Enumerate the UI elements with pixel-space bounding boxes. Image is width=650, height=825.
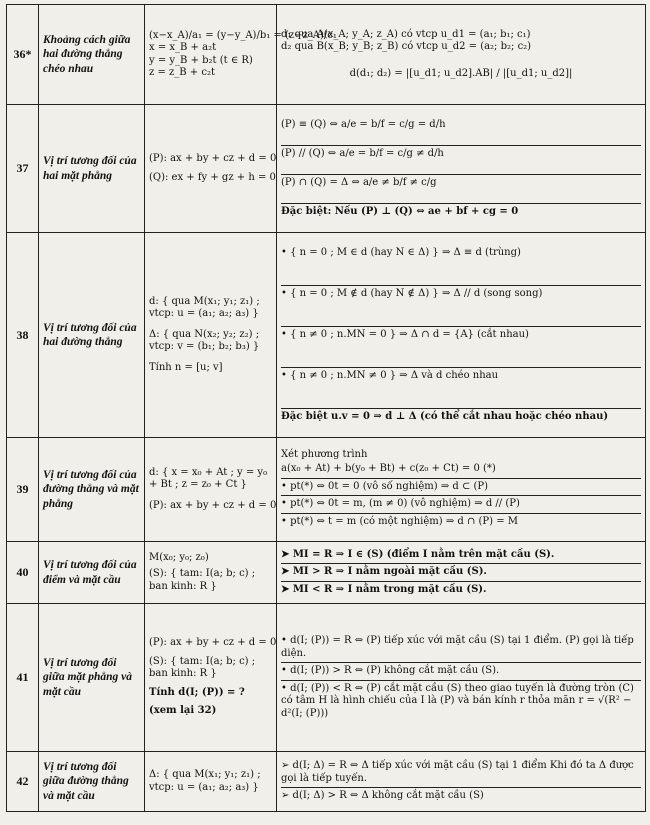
row-results [277,5,646,105]
row-formula [145,752,277,812]
result-line: • { n = 0 ; M ∉ d (hay N ∉ Δ) } ⇒ Δ // d (song song) [281,286,641,327]
result-line: • pt(*) ⇔ 0t = m, (m ≠ 0) (vô nghiệm) ⇒ d // (P) [281,496,641,514]
result-line: • d(I; (P)) = R ⇔ (P) tiếp xúc với mặt cầu (S) tại 1 điểm. (P) gọi là tiếp diện. [281,633,641,663]
formula-line: (xem lại 32) [149,705,217,717]
row-title: Vị trí tương đối giữa đường thẳng và mặt cầu [39,752,145,812]
result-line: ➢ d(I; Δ) > R ⇔ Δ không cắt mặt cầu (S) [281,790,484,802]
result-line: ➤ MI > R ⇒ I nằm ngoài mặt cầu (S). [281,564,641,582]
row-formula [145,604,277,752]
formula-line: (S): { tam: I(a; b; c) ; ban kinh: R } [149,568,256,592]
formula-line: (P): ax + by + cz + d = 0 [149,153,277,164]
result-line: ➤ MI < R ⇒ I nằm trong mặt cầu (S). [281,583,487,595]
row-title: Vị trí tương đối giữa mặt phẳng và mặt cầu [39,604,145,752]
row-number: 39 [7,438,39,542]
table-row [7,233,646,438]
row-title: Vị trí tương đối của hai mặt phẳng [39,105,145,233]
result-line: d(d₁; d₂) = |[u_d1; u_d2].AB| / |[u_d1; u_d2]| [349,67,573,79]
row-results [277,604,646,752]
table-row [7,438,646,542]
formula-line: (Q): ex + fy + gz + h = 0 [149,171,276,183]
result-line: (P) ∩ (Q) = Δ ⇔ a/e ≠ b/f ≠ c/g [281,175,641,204]
result-line: d₁ qua A(x_A; y_A; z_A) có vtcp u_d1 = (a₁; b₁; c₁) [281,28,531,40]
row-results [277,752,646,812]
result-line: (P) // (Q) ⇔ a/e = b/f = c/g ≠ d/h [281,146,641,175]
formula-line: y = y_B + b₂t (t ∈ R) [149,54,253,66]
row-formula [145,233,277,438]
formula-line: (x−x_A)/a₁ = (y−y_A)/b₁ = (z−z_A)/c₁ [149,29,337,41]
formula-line: M(x₀; y₀; z₀) [149,551,209,563]
result-line: ➢ d(I; Δ) = R ⇔ Δ tiếp xúc với mặt cầu (S) tại 1 điểm Khi đó ta Δ được gọi là tiếp tuyến. [281,758,641,788]
result-line: Xét phương trình [281,448,368,460]
result-line: (P) ≡ (Q) ⇔ a/e = b/f = c/g = d/h [281,117,641,146]
result-line: • pt(*) ⇔ t = m (có một nghiệm) ⇒ d ∩ (P) = M [281,515,519,527]
row-title: Khoảng cách giữa hai đường thẳng chéo nhau [39,5,145,105]
row-formula [145,542,277,604]
row-number: 42 [7,752,39,812]
formula-line: d: { x = x₀ + At ; y = y₀ + Bt ; z = z₀ + Ct } [149,466,268,491]
row-number: 37 [7,105,39,233]
formula-line: d: { qua M(x₁; y₁; z₁) ; vtcp: u = (a₁; a₂; a₃) } [149,295,260,320]
result-line: Đặc biệt u.v = 0 ⇒ d ⊥ Δ (có thể cắt nhau hoặc chéo nhau) [281,410,609,422]
row-formula [145,438,277,542]
result-line: • { n ≠ 0 ; n.MN ≠ 0 } ⇒ Δ và d chéo nhau [281,368,641,409]
formula-line: x = x_B + a₂t [149,42,217,53]
formula-line: (P): ax + by + cz + d = 0 [149,499,277,511]
result-line: • d(I; (P)) > R ⇔ (P) không cắt mặt cầu (S). [281,663,641,681]
result-line: • { n = 0 ; M ∈ d (hay N ∈ Δ) } ⇒ Δ ≡ d (trùng) [281,245,641,286]
row-results [277,438,646,542]
formula-line: Tính n = [u; v] [149,361,223,373]
formula-table [6,4,646,812]
row-number: 36* [7,5,39,105]
formula-line: Tính d(I; (P)) = ? [149,686,245,698]
table-row [7,604,646,752]
result-line: d₂ qua B(x_B; y_B; z_B) có vtcp u_d2 = (a₂; b₂; c₂) [281,41,532,53]
result-line: • d(I; (P)) < R ⇔ (P) cắt mặt cầu (S) theo giao tuyến là đường tròn (C) có tâm H là hình chiếu của I là (P) và bán kính r thỏa mãn r = √(R² − d²(I; (P))) [281,682,634,719]
row-results [277,542,646,604]
row-number: 41 [7,604,39,752]
result-line: Đặc biệt: Nếu (P) ⊥ (Q) ⇔ ae + bf + cg = 0 [281,205,519,217]
row-formula [145,105,277,233]
table-row [7,5,646,105]
table-row [7,542,646,604]
formula-line: z = z_B + c₂t [149,67,215,78]
table-row [7,105,646,233]
row-title: Vị trí tương đối của đường thẳng và mặt phẳng [39,438,145,542]
row-title: Vị trí tương đối của điểm và mặt cầu [39,542,145,604]
row-results [277,105,646,233]
row-formula [145,5,337,105]
table-row [7,752,646,812]
formula-line: Δ: { qua M(x₁; y₁; z₁) ; vtcp: u = (a₁; a₂; a₃) } [149,769,261,793]
row-results [277,233,646,438]
formula-line: (S): { tam: I(a; b; c) ; ban kinh: R } [149,655,256,680]
formula-line: Δ: { qua N(x₂; y₂; z₂) ; vtcp: v = (b₁; b₂; b₃) } [149,328,260,353]
result-line: ➤ MI = R ⇒ I ∈ (S) (điểm I nằm trên mặt cầu (S). [281,547,641,565]
row-title: Vị trí tương đối của hai đường thẳng [39,233,145,438]
row-number: 38 [7,233,39,438]
result-line: a(x₀ + At) + b(y₀ + Bt) + c(z₀ + Ct) = 0 (*) [281,461,641,479]
result-line: • { n ≠ 0 ; n.MN = 0 } ⇒ Δ ∩ d = {A} (cắt nhau) [281,327,641,368]
formula-line: (P): ax + by + cz + d = 0 [149,637,277,649]
result-line: • pt(*) ⇔ 0t = 0 (vô số nghiệm) ⇒ d ⊂ (P) [281,479,641,497]
row-number: 40 [7,542,39,604]
